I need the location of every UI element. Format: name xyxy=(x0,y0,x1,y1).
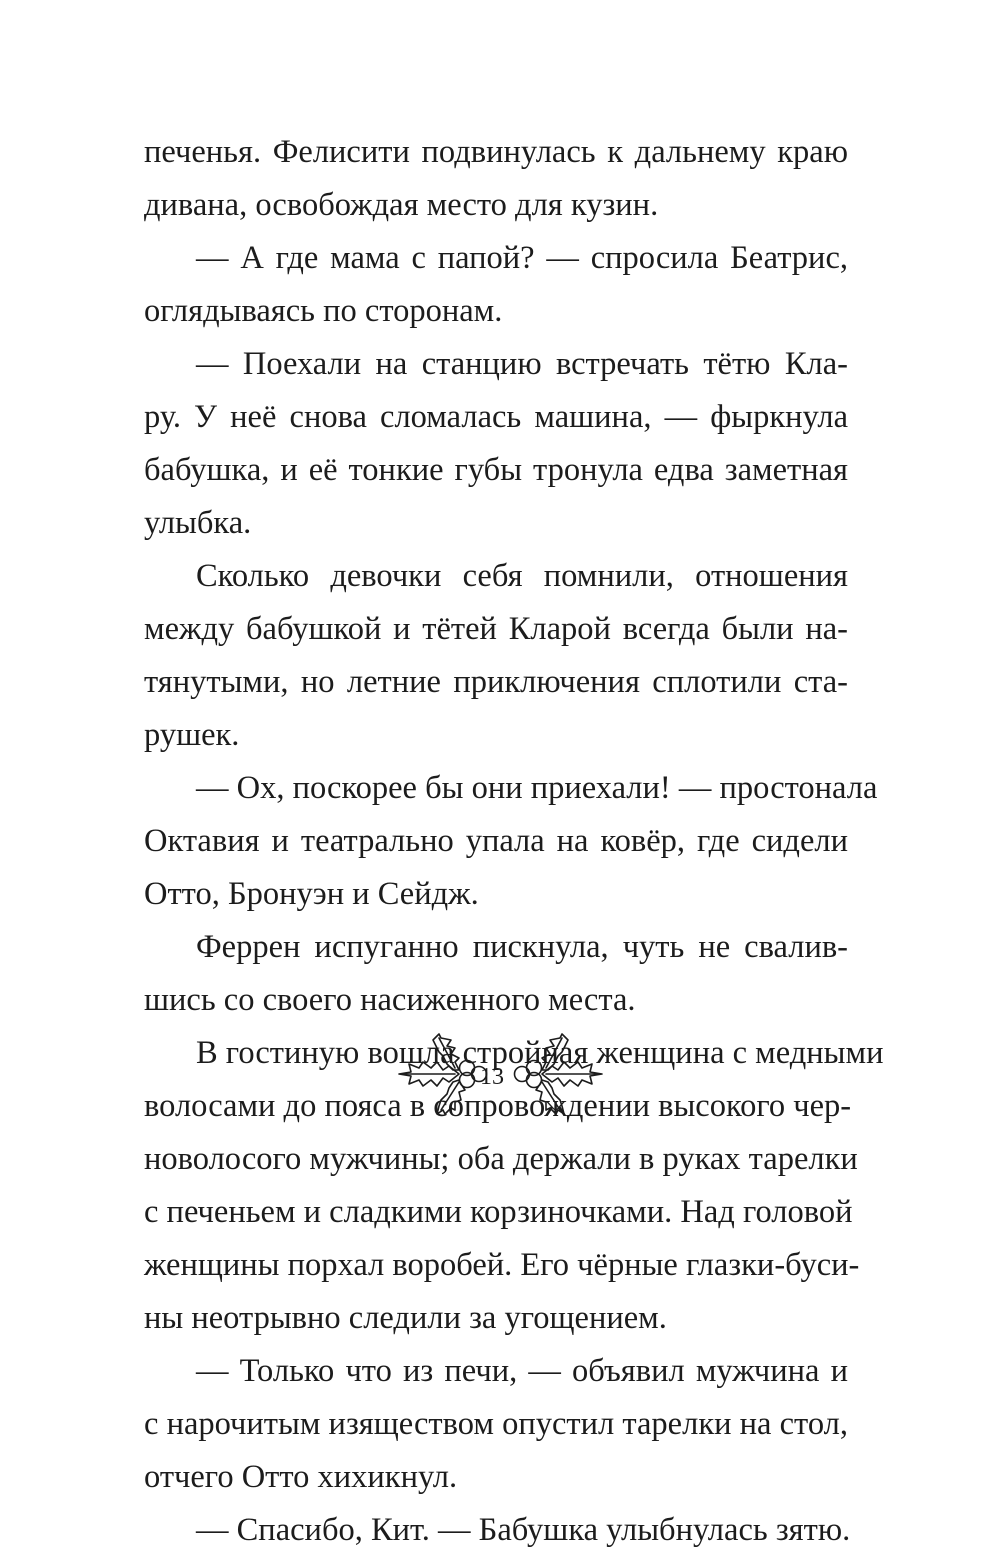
text-line: новолосого мужчины; оба держали в руках тарелки xyxy=(144,1141,858,1177)
text-line: оглядываясь по сторонам. xyxy=(144,293,503,329)
text-line: волосами до пояса в сопровождении высокого чер- xyxy=(144,1088,852,1124)
text-line: отчего Отто хихикнул. xyxy=(144,1459,458,1495)
page-number: 13 xyxy=(480,1064,504,1090)
text-line: — Поехали на станцию встречать тётю Кла- xyxy=(196,346,848,382)
text-line: шись со своего насиженного места. xyxy=(144,982,636,1018)
text-line: Октавия и театрально упала на ковёр, где сидели xyxy=(144,823,848,859)
text-line: печенья. Фелисити подвинулась к дальнему краю xyxy=(144,134,848,170)
text-line: Отто, Бронуэн и Сейдж. xyxy=(144,876,479,912)
text-line: между бабушкой и тётей Кларой всегда были на- xyxy=(144,611,848,647)
body-text xyxy=(144,126,884,1557)
text-line: улыбка. xyxy=(144,505,252,541)
text-line: В гостиную вошла стройная женщина с медными xyxy=(196,1035,884,1071)
text-line: рушек. xyxy=(144,717,240,753)
text-line: — Спасибо, Кит. — Бабушка улыбнулась зятю. xyxy=(196,1512,851,1548)
text-line: тянутыми, но летние приключения сплотили ста- xyxy=(144,664,848,700)
page-footer xyxy=(0,1030,1000,1120)
text-line: ны неотрывно следили за угощением. xyxy=(144,1300,667,1336)
holly-icon xyxy=(502,1030,608,1118)
text-line: — А где мама с папой? — спросила Беатрис, xyxy=(196,240,848,276)
text-line: Сколько девочки себя помнили, отношения xyxy=(196,558,848,594)
text-line: с печеньем и сладкими корзиночками. Над головой xyxy=(144,1194,853,1230)
text-line: женщины порхал воробей. Его чёрные глазки-буси- xyxy=(144,1247,860,1283)
text-line: Феррен испуганно пискнула, чуть не свалив- xyxy=(196,929,848,965)
text-line: ру. У неё снова сломалась машина, — фыркнула xyxy=(144,399,848,435)
text-line: дивана, освобождая место для кузин. xyxy=(144,187,659,223)
text-line: бабушка, и её тонкие губы тронула едва заметная xyxy=(144,452,848,488)
text-line: — Только что из печи, — объявил мужчина и xyxy=(196,1353,848,1389)
text-line: с нарочитым изяществом опустил тарелки на стол, xyxy=(144,1406,848,1442)
text-line: — Ох, поскорее бы они приехали! — простонала xyxy=(196,770,878,806)
